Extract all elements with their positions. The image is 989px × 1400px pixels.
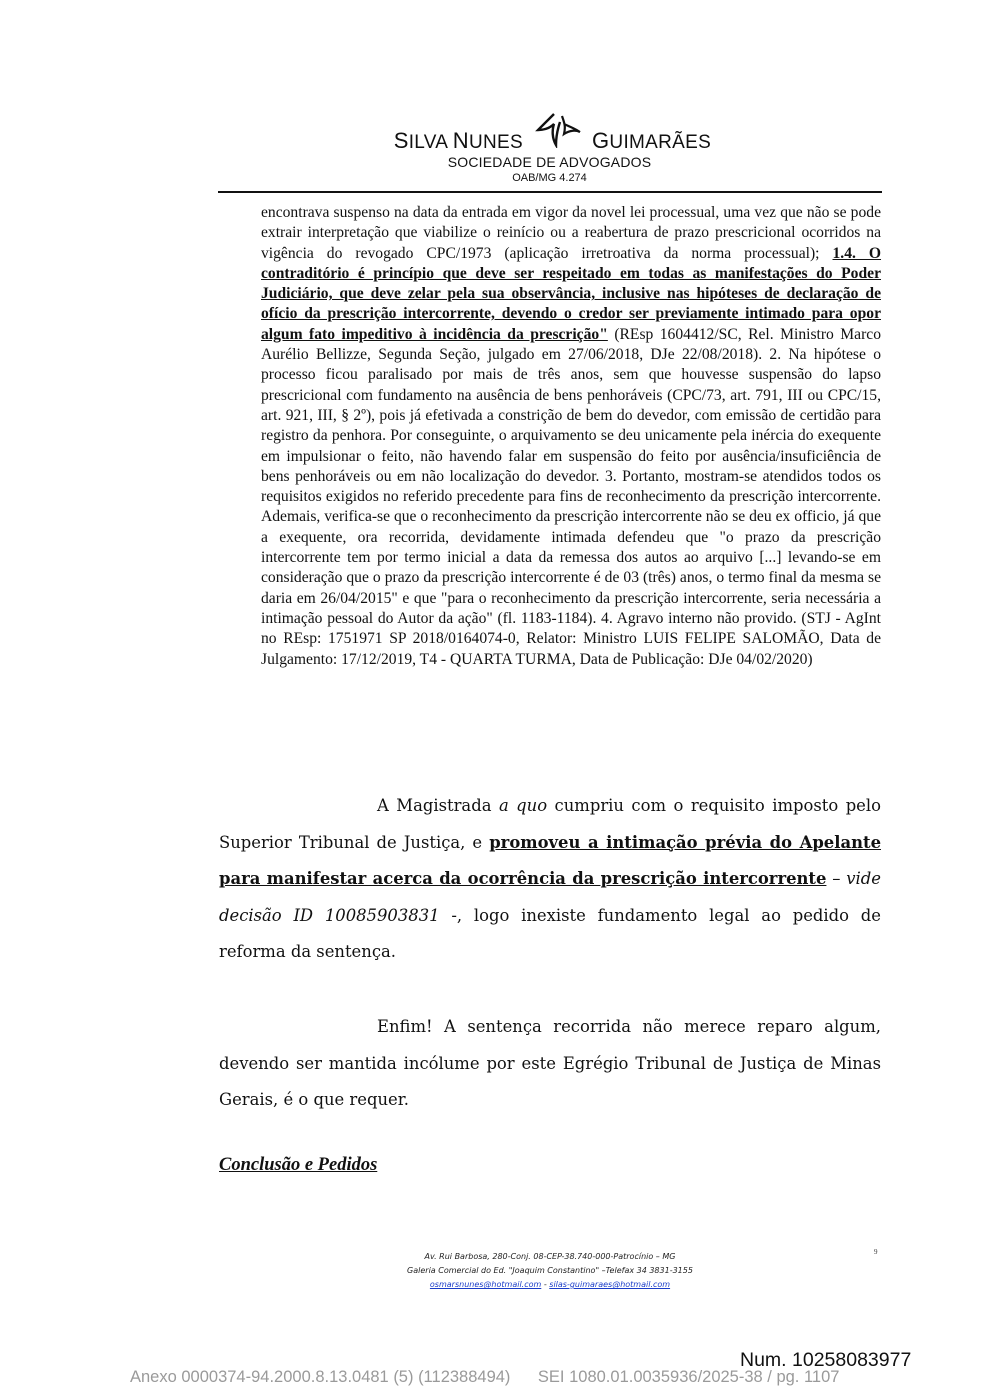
footer-emails: osmarsnunes@hotmail.com - silas-guimaraes@hotmail.com — [429, 1280, 671, 1289]
firm-name-left: SILVA NUNES — [393, 128, 523, 153]
citation-highlight: 1.4. O contraditório é princípio que deve ser respeitado em todas as manifestações do Poder Judiciário, que deve zelar pela sua observância, inclusive nas hipóteses de declaração de ofício da prescrição intercorrente, devendo o credor ser previamente intimado para opor algum fato impeditivo à incidência da prescrição" — [261, 244, 882, 343]
footer-gallery-line: Galeria Comercial do Ed. "Joaquim Constantino" –Telefax 34 3831-3155 — [407, 1266, 693, 1275]
header-divider — [218, 191, 882, 193]
section-title: Conclusão e Pedidos — [219, 1155, 378, 1175]
footer-address-line: Av. Rui Barbosa, 280-Conj. 08-CEP-38.740-000-Patrocínio – MG — [424, 1252, 676, 1261]
firm-subtitle: SOCIEDADE DE ADVOGADOS — [447, 154, 652, 170]
page-number: 9 — [874, 1248, 878, 1256]
paragraph-magistrate: A Magistrada a quo cumpriu com o requisito imposto pelo Superior Tribunal de Justiça, e promoveu a intimação prévia do Apelante para manifestar acerca da ocorrência da prescrição intercorrente – vide decisão ID 10085903831 -, logo inexiste fundamento legal ao pedido de reforma da sentença. — [219, 796, 881, 961]
firm-name-right: GUIMARÃES — [592, 128, 712, 153]
firm-logo-icon — [534, 112, 582, 148]
document-number: Num. 10258083977 — [740, 1349, 912, 1371]
letterhead — [0, 112, 989, 184]
email-link[interactable]: silas-guimaraes@hotmail.com — [549, 1280, 671, 1289]
annex-stamp: Anexo 0000374-94.2000.8.13.0481 (5) (112388494) SEI 1080.01.0035936/2025-38 / pg. 1107 — [130, 1368, 840, 1386]
oab-registration: OAB/MG 4.274 — [512, 172, 587, 184]
paragraph-conclusion: Enfim! A sentença recorrida não merece reparo algum, devendo ser mantida incólume por este Egrégio Tribunal de Justiça de Minas Gerais, é o que requer. — [219, 1017, 881, 1109]
case-law-citation: encontrava suspenso na data da entrada em vigor da novel lei processual, uma vez que não se pode extrair interpretação que viabilize o reinício ou a reabertura de prazo prescricional ocorridos na vigência do revogado CPC/1973 (aplicação irretroativa da norma processual); 1.4. O contraditório é princípio que deve ser respeitado em todas as manifestações do Poder Judiciário, que deve zelar pela sua observância, inclusive nas hipóteses de declaração de ofício da prescrição intercorrente, devendo o credor ser previamente intimado para opor algum fato impeditivo à incidência da prescrição" (REsp 1604412/SC, Rel. Ministro Marco Aurélio Bellizze, Segunda Seção, julgado em 27/06/2018, DJe 22/08/2018). 2. Na hipótese o processo ficou paralisado por mais de três anos, sem que houvesse suspensão do lapso prescricional com fundamento na ausência de bens penhoráveis (CPC/73, art. 791, III ou CPC/15, art. 921, III, § 2º), pois já efetivada a constrição de bem do devedor, com emissão de certidão para registro da penhora. Por conseguinte, o arquivamento se deu unicamente pela inércia do exequente em impulsionar o feito, não havendo falar em suspensão do feito por ausência/insuficiência de bens penhoráveis ou em não localização do devedor. 3. Portanto, mostram-se atendidos todos os requisitos exigidos no referido precedente para fins de reconhecimento da prescrição intercorrente. Ademais, verifica-se que o reconhecimento da prescrição intercorrente não se deu ex officio, já que a exequente, ora recorrida, devidamente intimada defendeu que "o prazo da prescrição intercorrente tem por termo inicial a data da remessa dos autos ao arquivo [...] levando-se em consideração que o prazo da prescrição intercorrente é de 03 (três) anos, o termo final da mesma se daria em 26/04/2015" e que "para o reconhecimento da prescrição intercorrente, seria necessária a intimação pessoal do Autor da ação" (fl. 1183-1184). 4. Agravo interno não provido. (STJ - AgInt no REsp: 1751971 SP 2018/0164074-0, Relator: Ministro LUIS FELIPE SALOMÃO, Data de Julgamento: 17/12/2019, T4 - QUARTA TURMA, Data de Publicação: DJe 04/02/2020) — [261, 204, 882, 668]
paragraph-highlight: promoveu a intimação prévia do Apelante para manifestar acerca da ocorrência da prescrição intercorrente — [219, 832, 881, 888]
footer-address — [300, 1250, 800, 1292]
email-link[interactable]: osmarsnunes@hotmail.com — [429, 1280, 542, 1289]
firm-name — [0, 112, 989, 153]
